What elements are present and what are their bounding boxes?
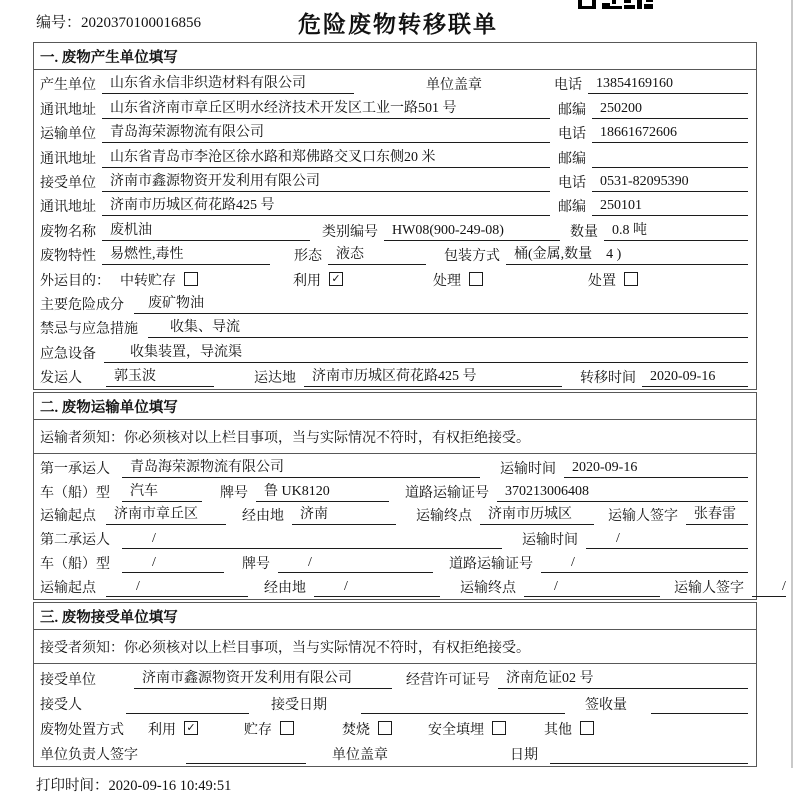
disposal-option-incinerate-label: 焚烧: [342, 722, 370, 738]
carrier-signature-label: 运输人签字: [608, 509, 678, 525]
row-first-carrier: [40, 454, 748, 478]
row-disposal-method: [40, 714, 748, 739]
producer-address-value: 山东省济南市章丘区明水经济技术开发区工业一路501 号: [102, 97, 550, 119]
print-time-value: 2020-09-16 10:49:51: [108, 777, 232, 794]
waste-name-label: 废物名称: [40, 224, 96, 240]
purpose-dispose-checkbox: [624, 272, 638, 286]
responsible-signature-label: 单位负责人签字: [40, 747, 138, 763]
section3-header: 三. 废物接受单位填写: [34, 603, 756, 630]
emergency-equipment-label: 应急设备: [40, 346, 96, 362]
transfer-time-label: 转移时间: [580, 371, 636, 387]
row-producer: [40, 70, 748, 94]
page-right-edge: [791, 0, 793, 768]
plate-label: 牌号: [220, 485, 248, 501]
purpose-option-dispose: [588, 270, 638, 290]
waste-traits-label: 废物特性: [40, 249, 96, 265]
transporter-zip-label: 邮编: [558, 151, 586, 167]
transporter-phone-label: 电话: [558, 127, 586, 143]
page-title: 危险废物转移联单: [298, 12, 498, 37]
disposal-option-storage-label: 贮存: [244, 722, 272, 738]
quantity-label: 数量: [570, 224, 598, 240]
row-transporter: [40, 119, 748, 143]
unit-seal-label: 单位盖章: [332, 747, 388, 763]
producer-phone-value: 13854169160: [588, 76, 748, 94]
license-label: 经营许可证号: [406, 672, 490, 688]
purpose-treat-checkbox: [469, 272, 483, 286]
producer-zip-label: 邮编: [558, 102, 586, 118]
road-permit-2-label: 道路运输证号: [449, 557, 533, 573]
transporter-notice: 运输者须知：你必须核对以上栏目事项，当与实际情况不符时，有权拒绝接受。: [34, 420, 756, 454]
row-route-1: [40, 502, 748, 526]
disposal-other-checkbox: [580, 721, 594, 735]
document-header: [0, 0, 796, 42]
serial-value: 2020370100016856: [81, 15, 202, 31]
carrier-signature-2-value: /: [752, 579, 786, 597]
accept-unit-label: 接受单位: [40, 672, 96, 688]
second-carrier-label: 第二承运人: [40, 533, 110, 549]
row-transfer-purpose: [40, 265, 748, 289]
transport-time-label: 运输时间: [500, 461, 556, 477]
row-waste-name: [40, 216, 748, 240]
shipper-value: 郭玉波: [106, 365, 214, 387]
accept-date-label: 接受日期: [271, 697, 327, 713]
disposal-method-label: 废物处置方式: [40, 722, 124, 738]
form-label: 形态: [294, 249, 322, 265]
disposal-option-utilize: [148, 719, 198, 739]
row-emergency-equipment: [40, 338, 748, 362]
row-receiver: [40, 168, 748, 192]
transport-time-value: 2020-09-16: [564, 460, 748, 478]
row-hazard-components: [40, 290, 748, 314]
route-end-2-value: /: [524, 579, 660, 597]
disposal-option-incinerate: [342, 719, 392, 739]
carrier-signature-value: 张春雷: [686, 503, 748, 525]
transporter-label: 运输单位: [40, 127, 96, 143]
vehicle-type-label: 车（船）型: [40, 485, 110, 501]
route-start-value: 济南市章丘区: [106, 503, 226, 525]
print-time-label: 打印时间：: [36, 777, 109, 794]
hazard-components-value: 废矿物油: [134, 292, 748, 314]
row-vehicle-2: [40, 549, 748, 573]
print-time: [36, 774, 796, 795]
producer-address-label: 通讯地址: [40, 102, 96, 118]
row-responsible-signature: [40, 739, 748, 764]
receiver-phone-value: 0531-82095390: [592, 174, 748, 192]
seal-label: 单位盖章: [426, 78, 482, 94]
purpose-option-treat-label: 处理: [433, 273, 461, 289]
first-carrier-label: 第一承运人: [40, 461, 110, 477]
transporter-address-label: 通讯地址: [40, 151, 96, 167]
date-value: [550, 762, 748, 764]
purpose-option-transfer-storage: [120, 270, 198, 290]
form-value: 液态: [328, 243, 426, 265]
row-accept-unit: [40, 664, 748, 689]
route-end-label: 运输终点: [416, 509, 472, 525]
purpose-option-dispose-label: 处置: [588, 273, 616, 289]
row-second-carrier: [40, 525, 748, 549]
transport-time-2-value: /: [586, 531, 748, 549]
transporter-value: 青岛海荣源物流有限公司: [102, 121, 550, 143]
license-value: 济南危证02 号: [498, 667, 748, 689]
receiver-address-value: 济南市历城区荷花路425 号: [102, 194, 550, 216]
destination-value: 济南市历城区荷花路425 号: [304, 365, 562, 387]
route-end-2-label: 运输终点: [460, 580, 516, 596]
row-receiver-address: [40, 192, 748, 216]
transporter-address-value: 山东省青岛市李沧区徐水路和郑佛路交叉口东侧20 米: [102, 146, 550, 168]
second-carrier-value: /: [122, 531, 502, 549]
route-via-value: 济南: [292, 503, 396, 525]
road-permit-2-value: /: [541, 555, 748, 573]
road-permit-value: 370213006408: [497, 484, 748, 502]
packaging-value: 桶(金属,数量 4 ): [506, 243, 748, 265]
disposal-option-landfill: [428, 719, 506, 739]
purpose-label: 外运目的：: [40, 273, 110, 289]
receiver-address-label: 通讯地址: [40, 200, 96, 216]
road-permit-label: 道路运输证号: [405, 485, 489, 501]
shipper-label: 发运人: [40, 371, 82, 387]
route-via-2-label: 经由地: [264, 580, 306, 596]
disposal-option-utilize-label: 利用: [148, 722, 176, 738]
disposal-option-other: [544, 719, 594, 739]
receiver-value: 济南市鑫源物资开发利用有限公司: [102, 170, 550, 192]
receiver-phone-label: 电话: [558, 175, 586, 191]
section-transport: [33, 392, 786, 600]
transporter-zip-value: [592, 166, 748, 168]
disposal-storage-checkbox: [280, 721, 294, 735]
receiver-zip-label: 邮编: [558, 200, 586, 216]
row-acceptor: [40, 689, 748, 714]
section-receiver: [33, 602, 757, 767]
purpose-option-treat: [433, 270, 483, 290]
received-amount-label: 签收量: [585, 697, 627, 713]
row-route-2: [40, 573, 786, 597]
plate-2-label: 牌号: [242, 557, 270, 573]
taboo-measures-value: 收集、导流: [148, 316, 748, 338]
route-start-label: 运输起点: [40, 509, 96, 525]
category-code-value: HW08(900-249-08): [384, 223, 560, 241]
carrier-signature-2-label: 运输人签字: [674, 580, 744, 596]
taboo-measures-label: 禁忌与应急措施: [40, 322, 138, 338]
receiver-label: 接受单位: [40, 175, 96, 191]
disposal-landfill-checkbox: [492, 721, 506, 735]
packaging-label: 包装方式: [444, 249, 500, 265]
receiver-zip-value: 250101: [592, 198, 748, 216]
received-amount-value: [651, 712, 748, 714]
serial-label: 编号：: [36, 15, 82, 31]
waste-traits-value: 易燃性,毒性: [102, 243, 270, 265]
date-label: 日期: [510, 747, 538, 763]
purpose-utilize-checkbox: ✓: [329, 272, 343, 286]
responsible-signature-value: [186, 762, 306, 764]
acceptor-label: 接受人: [40, 697, 82, 713]
row-producer-address: [40, 94, 748, 118]
transport-time-2-label: 运输时间: [522, 533, 578, 549]
receiver-notice: 接受者须知：你必须核对以上栏目事项，当与实际情况不符时，有权拒绝接受。: [34, 630, 756, 664]
transporter-phone-value: 18661672606: [592, 125, 748, 143]
section2-header: 二. 废物运输单位填写: [34, 393, 756, 420]
row-taboo-measures: [40, 314, 748, 338]
accept-unit-value: 济南市鑫源物资开发利用有限公司: [134, 667, 392, 689]
producer-phone-label: 电话: [554, 78, 582, 94]
producer-zip-value: 250200: [592, 101, 748, 119]
vehicle-type-2-label: 车（船）型: [40, 557, 110, 573]
route-end-value: 济南市历城区: [480, 503, 594, 525]
purpose-transfer-storage-checkbox: [184, 272, 198, 286]
quantity-value: 0.8 吨: [604, 219, 748, 241]
destination-label: 运达地: [254, 371, 296, 387]
first-carrier-value: 青岛海荣源物流有限公司: [122, 456, 480, 478]
row-vehicle-1: [40, 478, 748, 502]
waste-name-value: 废机油: [102, 219, 310, 241]
row-waste-traits: [40, 241, 748, 265]
category-code-label: 类别编号: [322, 224, 378, 240]
route-start-2-label: 运输起点: [40, 580, 96, 596]
vehicle-type-2-value: /: [122, 555, 224, 573]
plate-2-value: /: [278, 555, 433, 573]
emergency-equipment-value: 收集装置，导流渠: [104, 341, 748, 363]
section1-header: 一. 废物产生单位填写: [34, 43, 756, 70]
hazard-components-label: 主要危险成分: [40, 297, 124, 313]
producer-label: 产生单位: [40, 78, 96, 94]
plate-value: 鲁 UK8120: [256, 480, 389, 502]
purpose-option-transfer-storage-label: 中转贮存: [120, 273, 176, 289]
purpose-option-utilize-label: 利用: [293, 273, 321, 289]
section-producer: [33, 42, 757, 390]
purpose-option-utilize: [293, 270, 343, 290]
vehicle-type-value: 汽车: [122, 480, 202, 502]
route-via-label: 经由地: [242, 509, 284, 525]
transfer-time-value: 2020-09-16: [642, 369, 748, 387]
row-shipper: [40, 363, 748, 387]
disposal-option-landfill-label: 安全填埋: [428, 722, 484, 738]
disposal-option-other-label: 其他: [544, 722, 572, 738]
route-via-2-value: /: [314, 579, 440, 597]
route-start-2-value: /: [106, 579, 248, 597]
disposal-utilize-checkbox: ✓: [184, 721, 198, 735]
serial-number: [36, 11, 201, 32]
accept-date-value: [361, 712, 565, 714]
disposal-option-storage: [244, 719, 294, 739]
producer-value: 山东省永信非织造材料有限公司: [102, 72, 354, 94]
row-transporter-address: [40, 143, 748, 167]
acceptor-value: [126, 712, 249, 714]
disposal-incinerate-checkbox: [378, 721, 392, 735]
